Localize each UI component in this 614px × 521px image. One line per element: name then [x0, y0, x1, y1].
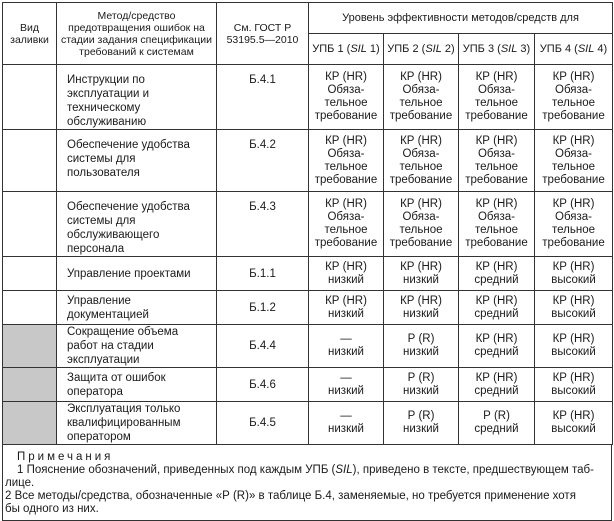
notes [2, 445, 612, 521]
rating-value: — [340, 371, 352, 384]
rating-level: средний [474, 384, 519, 397]
gost-ref-cell: Б.1.1 [217, 257, 309, 291]
header-level [309, 3, 613, 34]
rating-level: высокий [551, 307, 596, 320]
rating-value: Р (R) [483, 410, 510, 422]
sil-4-cell: КР (HR) Обяза- тельное требование [535, 192, 613, 257]
rating-level: средний [474, 423, 519, 435]
gost-ref-cell: Б.4.3 [217, 192, 309, 257]
rating-level: средний [474, 346, 519, 358]
sil-1-cell: КР (HR) Обяза- тельное требование [309, 130, 384, 192]
note-1 [3, 464, 611, 477]
sil-2-cell [384, 325, 459, 368]
method-cell: Эксплуатация только квалифицированным оператором [57, 402, 217, 445]
table-row [3, 130, 613, 192]
sil-3-cell [459, 291, 535, 325]
sil-2-cell [384, 257, 459, 291]
rating-value: КР (HR) [475, 294, 518, 307]
sil-3-cell: КР (HR) Обяза- тельное требование [459, 192, 535, 257]
rating-level: низкий [328, 346, 364, 358]
header-sil-2: УПБ 2 (SIL 2) [384, 34, 459, 65]
rating-value: КР (HR) [325, 294, 367, 307]
rating-value: КР (HR) [552, 260, 595, 273]
sil-2-cell [384, 291, 459, 325]
document [2, 2, 612, 521]
rating-level: низкий [328, 273, 364, 286]
sil-3-cell [459, 257, 535, 291]
rating-value: КР (HR) [475, 260, 518, 273]
rating-value: КР (HR) [552, 333, 595, 345]
sil-2-cell: КР (HR) Обяза- тельное требование [384, 192, 459, 257]
note-2: 2 Все методы/средства, обозначенные «Р (R)» в таблице Б.4, заменяемые, но требуется применение хотя [5, 490, 576, 502]
table-row [3, 325, 613, 368]
header-level-text: Уровень эффективности методов/средств для [342, 11, 579, 24]
notes-title: Примечания [17, 451, 114, 463]
rating-level: низкий [328, 307, 364, 320]
header-sil-1: УПБ 1 (SIL 1) [309, 34, 384, 65]
rating-level: средний [474, 273, 519, 286]
table-row [3, 257, 613, 291]
gost-ref-cell: Б.4.6 [217, 368, 309, 402]
note-1-b: ), приведено в тексте, предшествующем таб- [352, 464, 594, 476]
sil-4-cell [535, 257, 613, 291]
fill-type-cell [3, 257, 57, 291]
method-cell: Управление проектами [57, 257, 217, 291]
header-gost [217, 3, 309, 65]
sil-4-cell [535, 291, 613, 325]
rating-level: высокий [551, 423, 596, 435]
header-fill-type-text: Вид заливки [10, 21, 49, 46]
efficiency-table [2, 2, 613, 445]
sil-4-cell [535, 325, 613, 368]
header-method-text: Метод/средство предотвращения ошибок на стадии задания спецификации требований к системам [60, 9, 212, 58]
rating-value: — [340, 333, 352, 345]
fill-type-cell [3, 402, 57, 445]
rating-value: КР (HR) [552, 410, 595, 422]
sil-3-cell [459, 368, 535, 402]
gost-ref-cell: Б.4.5 [217, 402, 309, 445]
sil-3-cell [459, 402, 535, 445]
table-row [3, 192, 613, 257]
sil-4-cell [535, 368, 613, 402]
sil-4-cell [535, 402, 613, 445]
fill-type-cell [3, 368, 57, 402]
fill-type-cell [3, 65, 57, 130]
header-gost-text: См. ГОСТ Р 53195.5—2010 [226, 21, 299, 46]
method-cell: Инструкции по эксплуатации и техническому обслуживанию [57, 65, 217, 130]
sil-3-cell: КР (HR) Обяза- тельное требование [459, 65, 535, 130]
gost-ref-cell: Б.4.2 [217, 130, 309, 192]
header-fill-type [3, 3, 57, 65]
method-cell: Управление документацией [57, 291, 217, 325]
note-2-cont: бы одного из них. [5, 503, 99, 515]
table-row [3, 65, 613, 130]
rating-value: КР (HR) [400, 294, 442, 307]
method-cell: Защита от ошибок оператора [57, 368, 217, 402]
header-sil-4: УПБ 4 (SIL 4) [535, 34, 613, 65]
header-method [57, 3, 217, 65]
rating-value: КР (HR) [325, 260, 367, 273]
rating-value: Р (R) [407, 371, 435, 384]
sil-2-cell [384, 368, 459, 402]
fill-type-cell [3, 325, 57, 368]
rating-level: высокий [551, 384, 596, 397]
table-row [3, 368, 613, 402]
rating-level: высокий [551, 273, 596, 286]
sil-4-cell: КР (HR) Обяза- тельное требование [535, 65, 613, 130]
rating-level: средний [474, 307, 519, 320]
sil-3-cell [459, 325, 535, 368]
rating-level: низкий [403, 384, 439, 397]
rating-level: низкий [403, 273, 439, 286]
header-sil-3: УПБ 3 (SIL 3) [459, 34, 535, 65]
sil-1-cell [309, 257, 384, 291]
fill-type-cell [3, 291, 57, 325]
rating-level: низкий [403, 423, 439, 435]
rating-value: КР (HR) [400, 260, 442, 273]
rating-level: низкий [328, 423, 364, 435]
rating-level: низкий [403, 346, 439, 358]
gost-ref-cell: Б.4.4 [217, 325, 309, 368]
sil-2-cell [384, 402, 459, 445]
gost-ref-cell: Б.1.2 [217, 291, 309, 325]
rating-value: КР (HR) [475, 333, 518, 345]
rating-level: низкий [403, 307, 439, 320]
sil-1-cell [309, 325, 384, 368]
method-cell: Обеспечение удобства системы для обслуживающего персонала [57, 192, 217, 257]
sil-2-cell: КР (HR) Обяза- тельное требование [384, 130, 459, 192]
sil-1-cell: КР (HR) Обяза- тельное требование [309, 192, 384, 257]
sil-1-cell [309, 291, 384, 325]
note-1-a: 1 Пояснение обозначений, приведенных под каждым УПБ ( [17, 464, 336, 476]
table-body [3, 65, 613, 445]
sil-1-cell [309, 368, 384, 402]
table-row [3, 402, 613, 445]
note-1-sil: SIL [335, 464, 353, 476]
fill-type-cell [3, 192, 57, 257]
rating-value: Р (R) [407, 333, 435, 345]
rating-value: КР (HR) [552, 371, 595, 384]
sil-2-cell: КР (HR) Обяза- тельное требование [384, 65, 459, 130]
rating-value: КР (HR) [552, 294, 595, 307]
sil-4-cell: КР (HR) Обяза- тельное требование [535, 130, 613, 192]
method-cell: Обеспечение удобства системы для пользователя [57, 130, 217, 192]
rating-value: Р (R) [407, 410, 435, 422]
rating-level: высокий [551, 346, 596, 358]
table-row [3, 291, 613, 325]
sil-3-cell: КР (HR) Обяза- тельное требование [459, 130, 535, 192]
rating-level: низкий [328, 384, 364, 397]
note-1-cont: лице. [5, 477, 35, 489]
method-cell: Сокращение объема работ на стадии эксплуатации [57, 325, 217, 368]
gost-ref-cell: Б.4.1 [217, 65, 309, 130]
sil-1-cell: КР (HR) Обяза- тельное требование [309, 65, 384, 130]
fill-type-cell [3, 130, 57, 192]
rating-value: КР (HR) [475, 371, 518, 384]
rating-value: — [340, 410, 352, 422]
sil-1-cell [309, 402, 384, 445]
